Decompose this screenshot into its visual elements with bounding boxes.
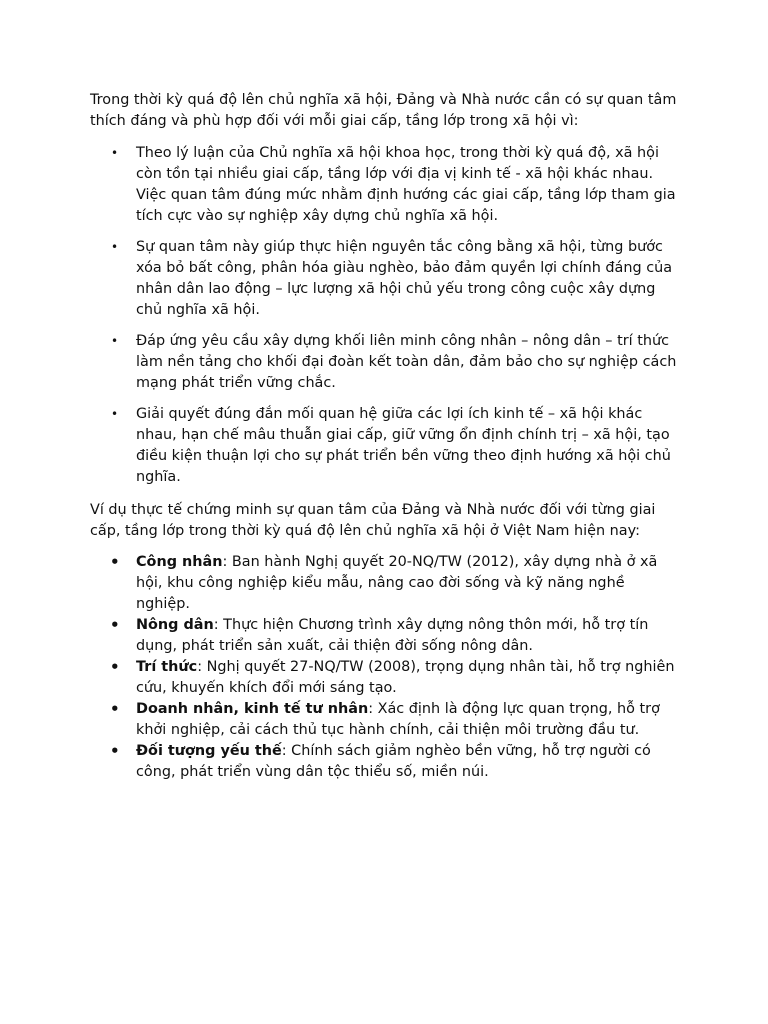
- example-term: Nông dân: [136, 617, 214, 633]
- list-item: [90, 657, 680, 699]
- bullet-icon: •: [110, 553, 120, 571]
- list-item: [90, 615, 680, 657]
- bullet-icon: •: [110, 700, 120, 718]
- reason-text: Theo lý luận của Chủ nghĩa xã hội khoa học, trong thời kỳ quá độ, xã hội còn tồn tại nhiều giai cấp, tầng lớp với địa vị kinh tế - xã hội khác nhau. Việc quan tâm đúng mức nhằm định hướng các giai cấp, tầng lớp tham gia tích cực vào sự nghiệp xây dựng chủ nghĩa xã hội.: [136, 145, 676, 224]
- example-text: : Nghị quyết 27-NQ/TW (2008), trọng dụng nhân tài, hỗ trợ nghiên cứu, khuyến khích đổi mới sáng tạo.: [136, 659, 675, 696]
- reason-text: Đáp ứng yêu cầu xây dựng khối liên minh công nhân – nông dân – trí thức làm nền tảng cho khối đại đoàn kết toàn dân, đảm bảo cho sự nghiệp cách mạng phát triển vững chắc.: [136, 333, 677, 391]
- bullet-icon: •: [111, 146, 119, 160]
- example-text: : Thực hiện Chương trình xây dựng nông thôn mới, hỗ trợ tín dụng, phát triển sản xuất, cải thiện đời sống nông dân.: [136, 617, 649, 654]
- list-item: [90, 143, 680, 227]
- example-term: Doanh nhân, kinh tế tư nhân: [136, 701, 369, 717]
- examples-list: [90, 552, 680, 783]
- list-item: [90, 699, 680, 741]
- list-item: [90, 331, 680, 394]
- list-item: [90, 237, 680, 321]
- bullet-icon: •: [111, 334, 119, 348]
- bullet-icon: •: [110, 658, 120, 676]
- list-item: [90, 552, 680, 615]
- reason-text: Giải quyết đúng đắn mối quan hệ giữa các lợi ích kinh tế – xã hội khác nhau, hạn chế mâu thuẫn giai cấp, giữ vững ổn định chính trị – xã hội, tạo điều kiện thuận lợi cho sự phát triển bền vững theo định hướng xã hội chủ nghĩa.: [136, 406, 671, 485]
- bullet-icon: •: [110, 742, 120, 760]
- list-item: [90, 404, 680, 488]
- example-intro-paragraph: Ví dụ thực tế chứng minh sự quan tâm của Đảng và Nhà nước đối với từng giai cấp, tầng lớp trong thời kỳ quá độ lên chủ nghĩa xã hội ở Việt Nam hiện nay:: [90, 502, 656, 539]
- reasons-list: [90, 143, 680, 488]
- example-term: Công nhân: [136, 554, 223, 570]
- example-text: : Xác định là động lực quan trọng, hỗ trợ khởi nghiệp, cải cách thủ tục hành chính, cải thiện môi trường đầu tư.: [136, 701, 660, 738]
- reason-text: Sự quan tâm này giúp thực hiện nguyên tắc công bằng xã hội, từng bước xóa bỏ bất công, phân hóa giàu nghèo, bảo đảm quyền lợi chính đáng của nhân dân lao động – lực lượng xã hội chủ yếu trong công cuộc xây dựng chủ nghĩa xã hội.: [136, 239, 673, 318]
- bullet-icon: •: [111, 407, 119, 421]
- example-text: : Ban hành Nghị quyết 20-NQ/TW (2012), xây dựng nhà ở xã hội, khu công nghiệp kiểu mẫu, nâng cao đời sống và kỹ năng nghề nghiệp.: [136, 554, 658, 612]
- bullet-icon: •: [110, 616, 120, 634]
- document-page: [90, 90, 680, 783]
- list-item: [90, 741, 680, 783]
- bullet-icon: •: [111, 240, 119, 254]
- example-term: Trí thức: [136, 659, 198, 675]
- example-term: Đối tượng yếu thế: [136, 743, 282, 759]
- intro-paragraph: Trong thời kỳ quá độ lên chủ nghĩa xã hội, Đảng và Nhà nước cần có sự quan tâm thích đáng và phù hợp đối với mỗi giai cấp, tầng lớp trong xã hội vì:: [90, 92, 677, 129]
- example-text: : Chính sách giảm nghèo bền vững, hỗ trợ người có công, phát triển vùng dân tộc thiểu số, miền núi.: [136, 743, 651, 780]
